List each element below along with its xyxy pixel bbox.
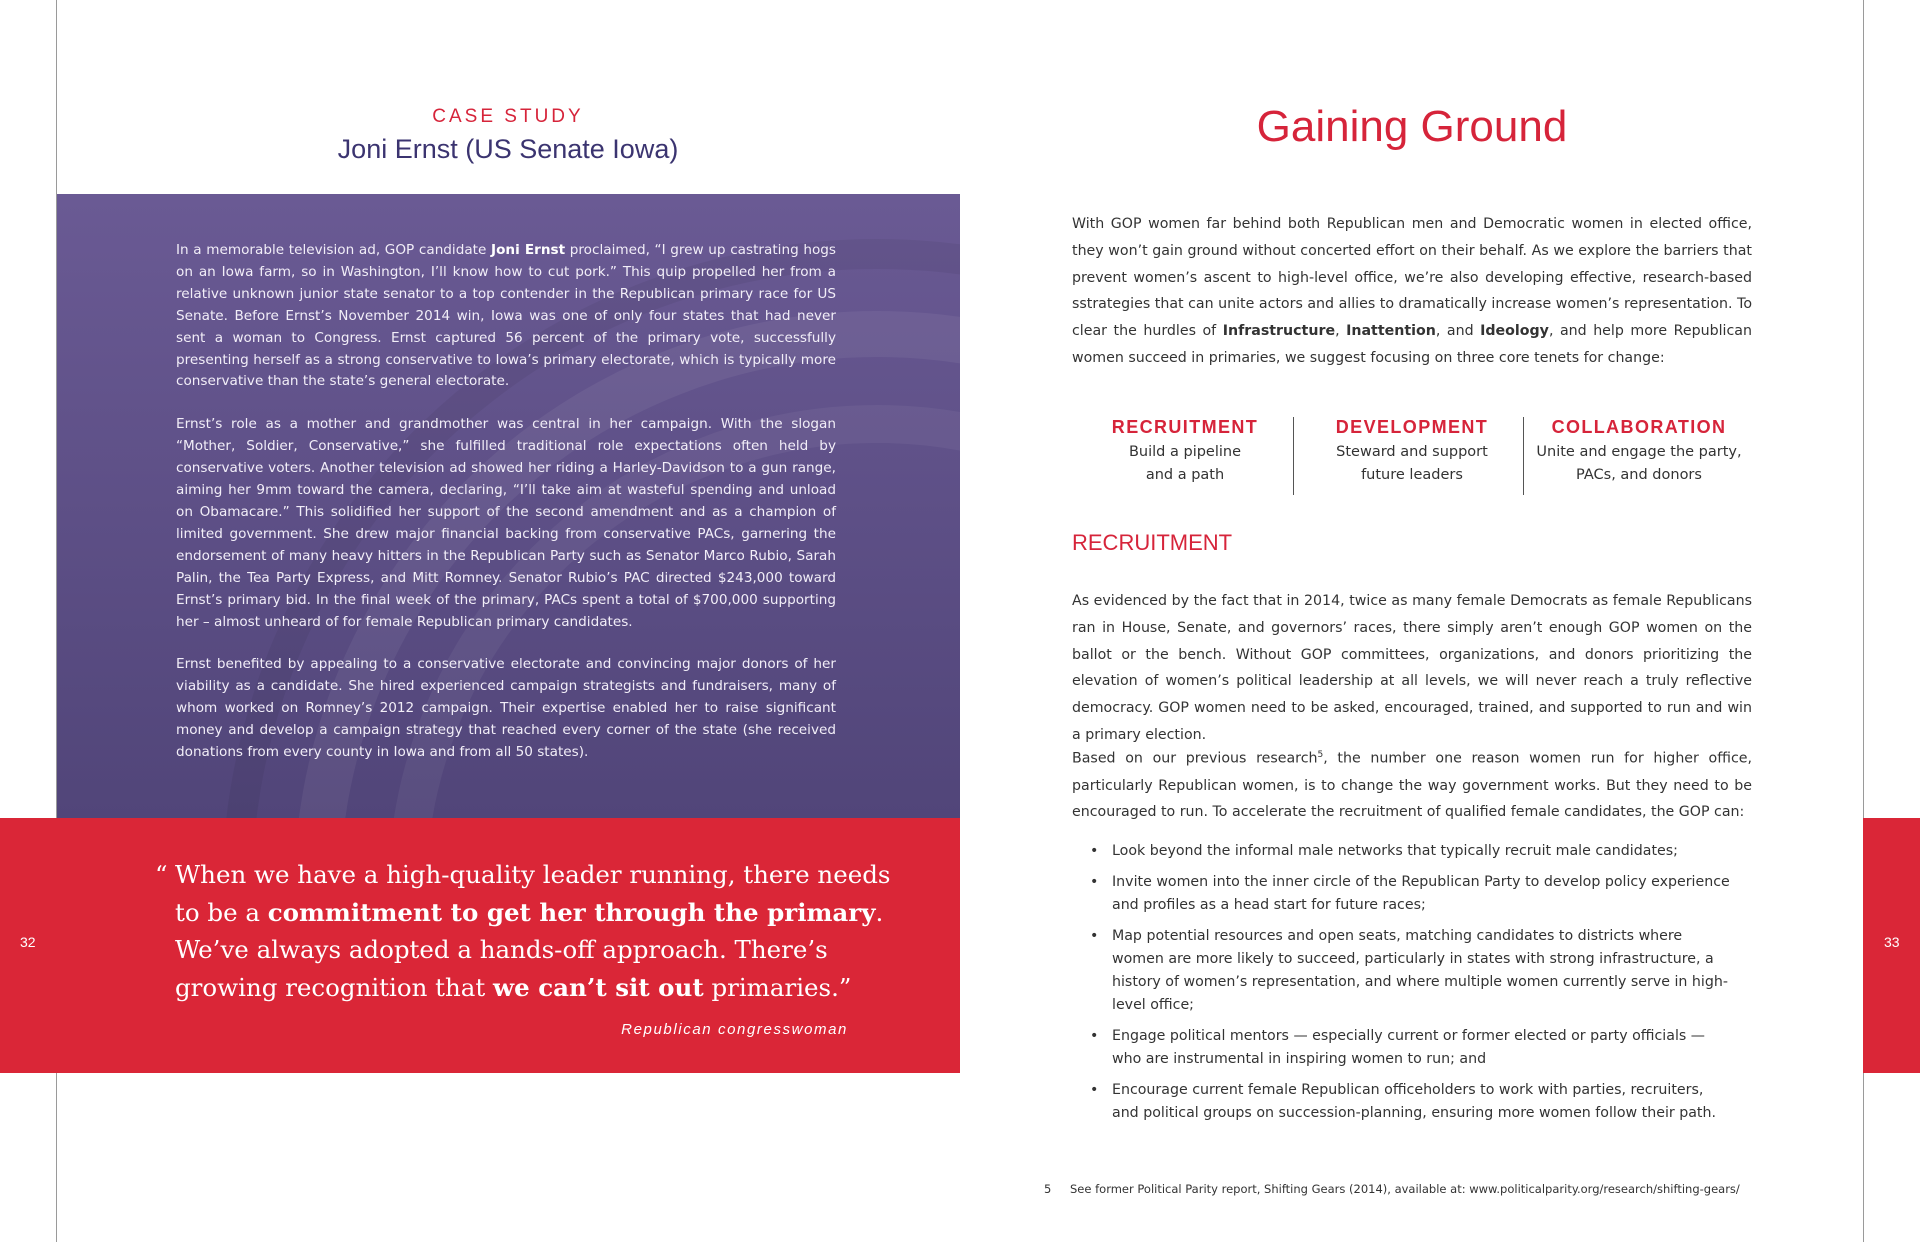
bullet-icon: • bbox=[1090, 874, 1099, 890]
quote-text: primaries.” bbox=[703, 972, 852, 1002]
quote-emphasis: commitment to get her through the primary bbox=[267, 897, 876, 927]
bullet-icon: • bbox=[1090, 928, 1099, 944]
tenet-divider bbox=[1523, 417, 1524, 495]
list-item bbox=[1072, 871, 1732, 917]
case-study-name: Joni Ernst (US Senate Iowa) bbox=[337, 134, 679, 164]
recruitment-paragraph bbox=[1072, 742, 1752, 826]
tenet-development bbox=[1299, 417, 1525, 487]
bullet-icon: • bbox=[1090, 1082, 1099, 1098]
list-item bbox=[1072, 1025, 1732, 1071]
footnote-reference: 5 bbox=[1317, 750, 1324, 760]
open-quote-mark: “ bbox=[155, 860, 168, 889]
paragraph-text: proclaimed, “I grew up castrating hogs on an Iowa farm, so in Washington, I’ll know how to cut pork.” This quip propelled her from a relative unknown junior state senator to a top contender in the Republican primary race for US Senate. Before Ernst’s November 2014 win, Iowa was one of only four states that had never sent a woman to Congress. Ernst captured 56 percent of the primary vote, successfully presenting herself as a strong conservative to Iowa’s primary electorate, which is typically more conservative than the state’s general electorate. bbox=[176, 242, 836, 390]
tenet-line: Steward and support bbox=[1336, 444, 1488, 460]
bullet-icon: • bbox=[1090, 843, 1099, 859]
case-study-label: CASE STUDY bbox=[432, 106, 584, 127]
tenet-line: future leaders bbox=[1361, 467, 1463, 483]
tenet-divider bbox=[1293, 417, 1294, 495]
paragraph-text: In a memorable television ad, GOP candidate bbox=[176, 242, 492, 258]
case-study-text bbox=[176, 240, 836, 785]
candidate-name: Joni Ernst bbox=[491, 242, 566, 258]
paragraph-text: , the number one reason women run for higher office, particularly Republican women, is to change the way government works. But they need to be encouraged to run. To accelerate the recruitment of qualified female candidates, the GOP can: bbox=[1072, 750, 1752, 821]
tenet-line: and a path bbox=[1145, 467, 1225, 483]
emphasis-ideology: Ideology bbox=[1480, 323, 1549, 340]
recruitment-paragraph: As evidenced by the fact that in 2014, twice as many female Democrats as female Republicans ran in House, Senate, and governors’ races, there simply aren’t enough GOP women on the ballot or the bench. Without GOP committees, organizations, and donors prioritizing the elevation of women’s political leadership at all levels, we will never reach a truly reflective democracy. GOP women need to be asked, encouraged, trained, and supported to run and win a primary election. bbox=[1072, 593, 1752, 743]
case-study-paragraph bbox=[176, 240, 836, 393]
page-title: Gaining Ground bbox=[1256, 102, 1568, 151]
quote-line: When we have a high-quality leader running, there needs bbox=[175, 860, 891, 889]
section-heading-recruitment: RECRUITMENT bbox=[1072, 530, 1233, 555]
recruitment-actions-list bbox=[1072, 840, 1732, 1133]
emphasis-infrastructure: Infrastructure bbox=[1222, 323, 1336, 340]
tenet-title: COLLABORATION bbox=[1551, 417, 1727, 437]
tenet-collaboration bbox=[1526, 417, 1752, 487]
tenet-description bbox=[1072, 441, 1298, 487]
paragraph-text: Based on our previous research bbox=[1072, 750, 1318, 767]
tenet-title: DEVELOPMENT bbox=[1335, 417, 1489, 437]
page-number-right: 33 bbox=[1884, 934, 1900, 950]
list-item-text: Look beyond the informal male networks that typically recruit male candidates; bbox=[1112, 843, 1678, 859]
case-study-paragraph: Ernst benefited by appealing to a conservative electorate and convincing major donors of her viability as a candidate. She hired experienced campaign strategists and fundraisers, many of whom worked on Romney’s 2012 campaign. Their expertise enabled her to raise significant money and develop a campaign strategy that reached every corner of the state (she received donations from every county in Iowa and from all 50 states). bbox=[176, 656, 836, 761]
list-item-text: Encourage current female Republican officeholders to work with parties, recruiters, and political groups on succession-planning, ensuring more women follow their path. bbox=[1112, 1082, 1716, 1121]
tenet-line: Unite and engage the party, bbox=[1536, 444, 1742, 460]
separator: , bbox=[1335, 323, 1347, 340]
list-item-text: Invite women into the inner circle of the Republican Party to develop policy experience and profiles as a head start for future races; bbox=[1112, 874, 1730, 913]
pull-quote bbox=[155, 856, 891, 1006]
tenet-description bbox=[1526, 441, 1752, 487]
list-item-text: Engage political mentors — especially current or former elected or party officials — who are instrumental in inspiring women to run; and bbox=[1112, 1028, 1705, 1067]
case-study-paragraph: Ernst’s role as a mother and grandmother was central in her campaign. With the slogan “Mother, Soldier, Conservative,” she fulfilled traditional role expectations often held by conservative voters. Another television ad showed her riding a Harley-Davidson to a gun range, aiming her 9mm toward the camera, declaring, “I’ll take aim at wasteful spending and unload on Obamacare.” This solidified her support of the second amendment and as a champion of limited government. She drew major financial backing from conservative PACs, garnering the endorsement of many heavy hitters in the Republican Party such as Senator Marco Rubio, Sarah Palin, the Tea Party Express, and Mitt Romney. Senator Rubio’s PAC directed $243,000 toward Ernst’s primary bid. In the final week of the primary, PACs spent a total of $700,000 supporting her – almost unheard of for female Republican primary candidates. bbox=[176, 416, 836, 630]
footnote bbox=[1044, 1182, 1740, 1196]
emphasis-inattention: Inattention bbox=[1346, 323, 1436, 340]
bullet-icon: • bbox=[1090, 1028, 1099, 1044]
paragraph-text: , and help more Republican women succeed in primaries, we suggest focusing on three core tenets for change: bbox=[1072, 323, 1752, 366]
list-item bbox=[1072, 925, 1732, 1017]
tenet-description bbox=[1299, 441, 1525, 487]
tenet-title: RECRUITMENT bbox=[1111, 417, 1259, 437]
quote-line: We’ve always adopted a hands-off approach. There’s bbox=[175, 935, 828, 964]
list-item bbox=[1072, 840, 1732, 863]
tenet-recruitment bbox=[1072, 417, 1298, 487]
list-item-text: Map potential resources and open seats, matching candidates to districts where women are more likely to succeed, particularly in states with strong infrastructure, a history of women’s representation, and where multiple women currently serve in high-level office; bbox=[1112, 928, 1728, 1013]
separator: , and bbox=[1435, 323, 1481, 340]
quote-text: to be a bbox=[175, 897, 268, 927]
tenet-line: PACs, and donors bbox=[1576, 467, 1702, 483]
footnote-number: 5 bbox=[1044, 1182, 1052, 1196]
page-number-left: 32 bbox=[20, 934, 36, 950]
case-study-header bbox=[56, 106, 960, 165]
tenet-line: Build a pipeline bbox=[1128, 444, 1242, 460]
quote-line bbox=[175, 969, 875, 1007]
quote-attribution: Republican congresswoman bbox=[621, 1021, 848, 1038]
quote-text: . bbox=[875, 897, 884, 927]
intro-paragraph bbox=[1072, 211, 1752, 372]
core-tenets bbox=[1072, 417, 1752, 497]
quote-text: growing recognition that bbox=[175, 972, 494, 1002]
quote-line bbox=[175, 894, 884, 932]
paragraph-text: With GOP women far behind both Republican men and Democratic women in elected office, they won’t gain ground without concerted effort on their behalf. As we explore the barriers that prevent women’s ascent to high-level office, we’re also developing effective, research-based sstrategies that can unite actors and allies to dramatically increase women’s representation. To clear the hurdles of bbox=[1072, 216, 1752, 340]
list-item bbox=[1072, 1079, 1732, 1125]
case-study-panel bbox=[57, 194, 960, 818]
footnote-text: See former Political Parity report, Shifting Gears (2014), available at: www.politicalparity.org/research/shifting-gears/ bbox=[1070, 1182, 1740, 1196]
quote-emphasis: we can’t sit out bbox=[493, 972, 704, 1002]
